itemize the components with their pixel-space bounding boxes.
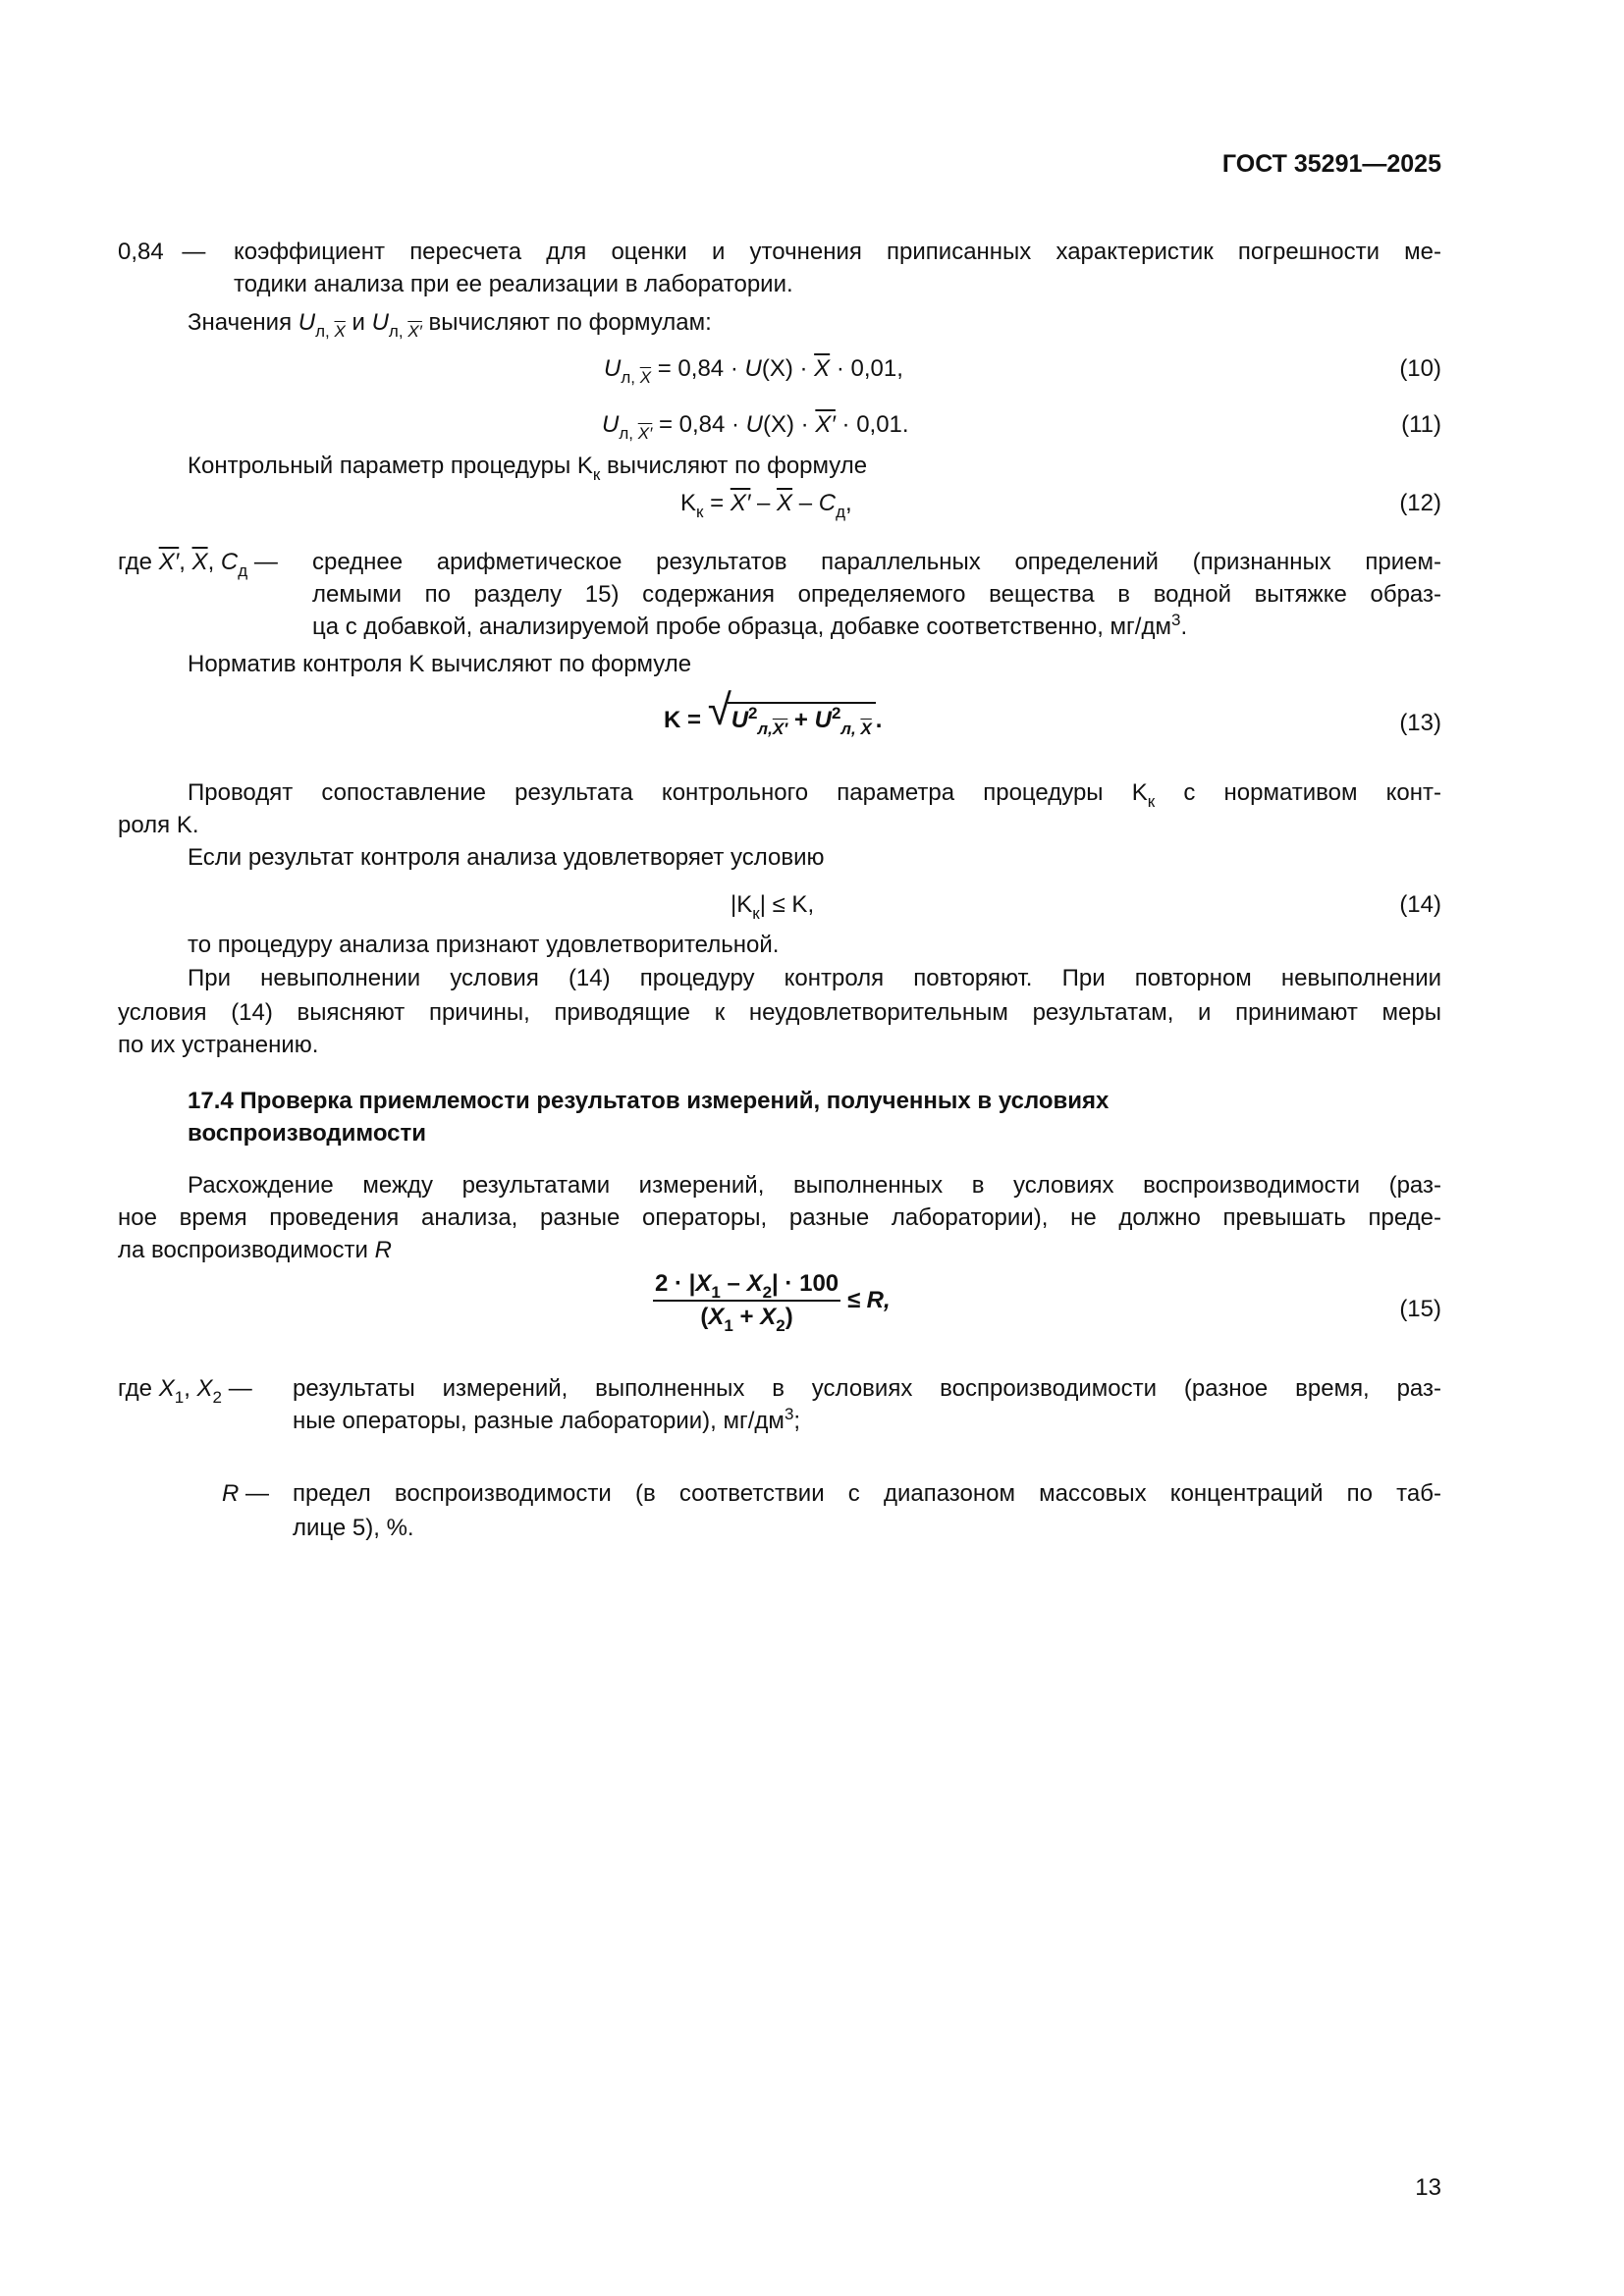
symbol: X′ <box>772 720 788 738</box>
symbol: л, <box>840 720 856 738</box>
repro-line: Расхождение между результатами измерений, выполненных в условиях воспроизводимости (раз- <box>188 1172 1441 1199</box>
text: · <box>792 355 815 382</box>
symbol: л, <box>315 322 330 341</box>
subscript: к <box>592 465 601 484</box>
section-heading: воспроизводимости <box>188 1120 427 1147</box>
subscript: 1 <box>174 1388 185 1407</box>
repeat-line: по их устранению. <box>118 1032 319 1058</box>
text: и <box>352 309 365 336</box>
text: ; <box>793 1408 801 1434</box>
symbol: X <box>708 1304 725 1330</box>
symbol: $\overline{X}$ <box>777 490 793 516</box>
formula-12 <box>680 489 852 521</box>
radical-sign: √ <box>707 686 731 734</box>
text: = 0,84 · <box>657 355 745 382</box>
text: Проводят сопоставление результата контрольного параметра процедуры K <box>188 779 1148 806</box>
text: + <box>787 707 815 733</box>
subscript: 2 <box>762 1283 773 1302</box>
section-heading: 17.4 Проверка приемлемости результатов измерений, полученных в условиях <box>188 1088 1110 1114</box>
symbol: X′ <box>730 490 751 516</box>
symbol: U <box>602 411 620 438</box>
compare-line: роля K. <box>118 812 199 838</box>
symbol: $\overline{X}$ <box>814 355 831 382</box>
where-line: лице 5), %. <box>293 1515 414 1541</box>
symbol: X′ <box>637 424 653 443</box>
formula-11 <box>602 410 909 443</box>
symbol: X′ <box>407 322 422 341</box>
text: ные операторы, разные лаборатории), мг/дм <box>293 1408 785 1434</box>
text: , <box>184 1375 197 1402</box>
symbol: R <box>374 1237 392 1263</box>
subscript: 2 <box>776 1316 785 1335</box>
def-line: коэффициент пересчета для оценки и уточнения приписанных характеристик погрешности ме- <box>234 239 1441 265</box>
subscript: д <box>238 561 248 580</box>
subscript: 1 <box>724 1316 733 1335</box>
where-line: предел воспроизводимости (в соответствии с диапазоном массовых концентраций по таб- <box>293 1480 1441 1507</box>
text: где <box>118 1375 153 1402</box>
text: Контрольный параметр процедуры K <box>188 453 593 479</box>
text: – <box>720 1270 747 1297</box>
text: с нормативом конт- <box>1155 779 1442 806</box>
superscript: 3 <box>1170 611 1181 629</box>
where-line <box>312 613 1187 642</box>
symbol: $\overline{X}$ <box>191 549 208 575</box>
text: 2 · | <box>655 1270 696 1297</box>
symbol: C <box>818 490 837 516</box>
text: + <box>732 1304 761 1330</box>
superscript: 3 <box>784 1405 794 1423</box>
superscript: 2 <box>831 704 841 722</box>
denominator <box>700 1302 793 1335</box>
compare-line <box>188 778 1442 811</box>
symbol: U <box>745 411 764 438</box>
term: 0,84 <box>118 239 164 265</box>
subscript: к <box>696 503 704 521</box>
symbol: л, <box>621 368 635 387</box>
values-intro <box>188 308 712 341</box>
subscript: к <box>752 904 760 923</box>
symbol: л, <box>757 720 773 738</box>
text: ла воспроизводимости <box>118 1237 368 1263</box>
text: (X) <box>763 411 795 438</box>
symbol: X <box>760 1304 777 1330</box>
symbol: $\overline{X}$ <box>860 720 872 738</box>
repro-line: ное время проведения анализа, разные операторы, разные лаборатории), не должно превышать преде- <box>118 1204 1441 1231</box>
symbol: U <box>298 309 316 336</box>
dash: — <box>245 1480 270 1507</box>
formula-14 <box>731 890 815 923</box>
symbol: X <box>196 1375 213 1402</box>
dash: — <box>228 1375 252 1402</box>
symbol: X′ <box>815 411 836 438</box>
text: . <box>875 707 883 733</box>
text: где <box>118 549 153 575</box>
equation-number: (13) <box>1399 710 1441 736</box>
where-terms <box>118 1374 252 1407</box>
equation-number: (15) <box>1399 1296 1441 1322</box>
symbol: U <box>731 707 749 733</box>
text: | ≤ K, <box>759 891 815 918</box>
repro-line <box>118 1236 392 1265</box>
symbol: X <box>746 1270 763 1297</box>
def-line: тодики анализа при ее реализации в лаборатории. <box>234 271 793 297</box>
equation-number: (11) <box>1401 411 1441 438</box>
text: K = <box>664 707 708 733</box>
text: · 0,01, <box>830 355 903 382</box>
text: ца с добавкой, анализируемой пробе образца, добавке соответственно, мг/дм <box>312 614 1171 640</box>
equation-number: (10) <box>1399 355 1441 382</box>
text: ( <box>700 1304 709 1330</box>
symbol: U <box>744 355 762 382</box>
subscript: к <box>1147 792 1156 811</box>
symbol: $\overline{X}$ <box>334 322 346 341</box>
symbol: л, <box>619 424 633 443</box>
equation-number: (12) <box>1399 490 1441 516</box>
subscript: 1 <box>711 1283 721 1302</box>
sqrt <box>707 686 876 738</box>
then-text: то процедуру анализа признают удовлетворительной. <box>188 932 780 958</box>
text: (X) <box>761 355 793 382</box>
symbol: U <box>814 707 832 733</box>
where-line <box>293 1407 800 1436</box>
symbol: R <box>222 1480 240 1507</box>
text: Значения <box>188 309 293 336</box>
repeat-line: условия (14) выясняют причины, приводящие к неудовлетворительным результатам, и принимают меры <box>118 999 1441 1026</box>
symbol: C <box>220 549 239 575</box>
condition-intro: Если результат контроля анализа удовлетворяет условию <box>188 844 825 871</box>
text: = 0,84 · <box>658 411 746 438</box>
superscript: 2 <box>748 704 758 722</box>
equation-number: (14) <box>1399 891 1441 918</box>
control-param-intro <box>188 452 868 484</box>
text: = <box>703 490 731 516</box>
subscript: д <box>836 503 845 521</box>
def-term <box>118 238 205 267</box>
text: ≤ R, <box>840 1287 891 1313</box>
symbol: K <box>680 490 697 516</box>
text: – <box>750 490 778 516</box>
subscript: 2 <box>212 1388 223 1407</box>
fraction <box>653 1270 840 1335</box>
dash: — <box>182 239 206 265</box>
text: вычисляют по формуле <box>600 453 868 479</box>
symbol: $\overline{X}$ <box>639 368 652 387</box>
text: · 0,01. <box>835 411 909 438</box>
page-number: 13 <box>1415 2174 1441 2201</box>
symbol: U <box>604 355 622 382</box>
text: | · 100 <box>772 1270 839 1297</box>
dash: — <box>253 549 278 575</box>
numerator <box>653 1270 840 1302</box>
document-header: ГОСТ 35291—2025 <box>1221 150 1441 178</box>
symbol: U <box>371 309 389 336</box>
where-term-r <box>222 1479 269 1509</box>
text: , <box>844 490 852 516</box>
text: · <box>794 411 816 438</box>
norm-intro: Норматив контроля K вычисляют по формуле <box>188 651 692 677</box>
text: ) <box>785 1304 793 1330</box>
where-line: лемыми по разделу 15) содержания определяемого вещества в водной вытяжке образ- <box>312 581 1441 608</box>
text: вычисляют по формулам: <box>428 309 712 336</box>
text: – <box>792 490 819 516</box>
where-terms: где X′, $\overline{X}$, $C_д$ — <box>118 549 278 580</box>
text: . <box>1180 614 1188 640</box>
symbol: X′ <box>158 549 180 575</box>
symbol: л, <box>388 322 404 341</box>
symbol: X <box>695 1270 712 1297</box>
text: |K <box>731 891 753 918</box>
repeat-line: При невыполнении условия (14) процедуру контроля повторяют. При повторном невыполнении <box>188 965 1441 991</box>
formula-13 <box>664 686 883 738</box>
where-line: результаты измерений, выполненных в условиях воспроизводимости (разное время, раз- <box>293 1375 1441 1402</box>
formula-10 <box>604 354 903 387</box>
where-line: среднее арифметическое результатов параллельных определений (признанных прием- <box>312 549 1441 575</box>
formula-15 <box>653 1270 891 1335</box>
symbol: X <box>158 1375 175 1402</box>
